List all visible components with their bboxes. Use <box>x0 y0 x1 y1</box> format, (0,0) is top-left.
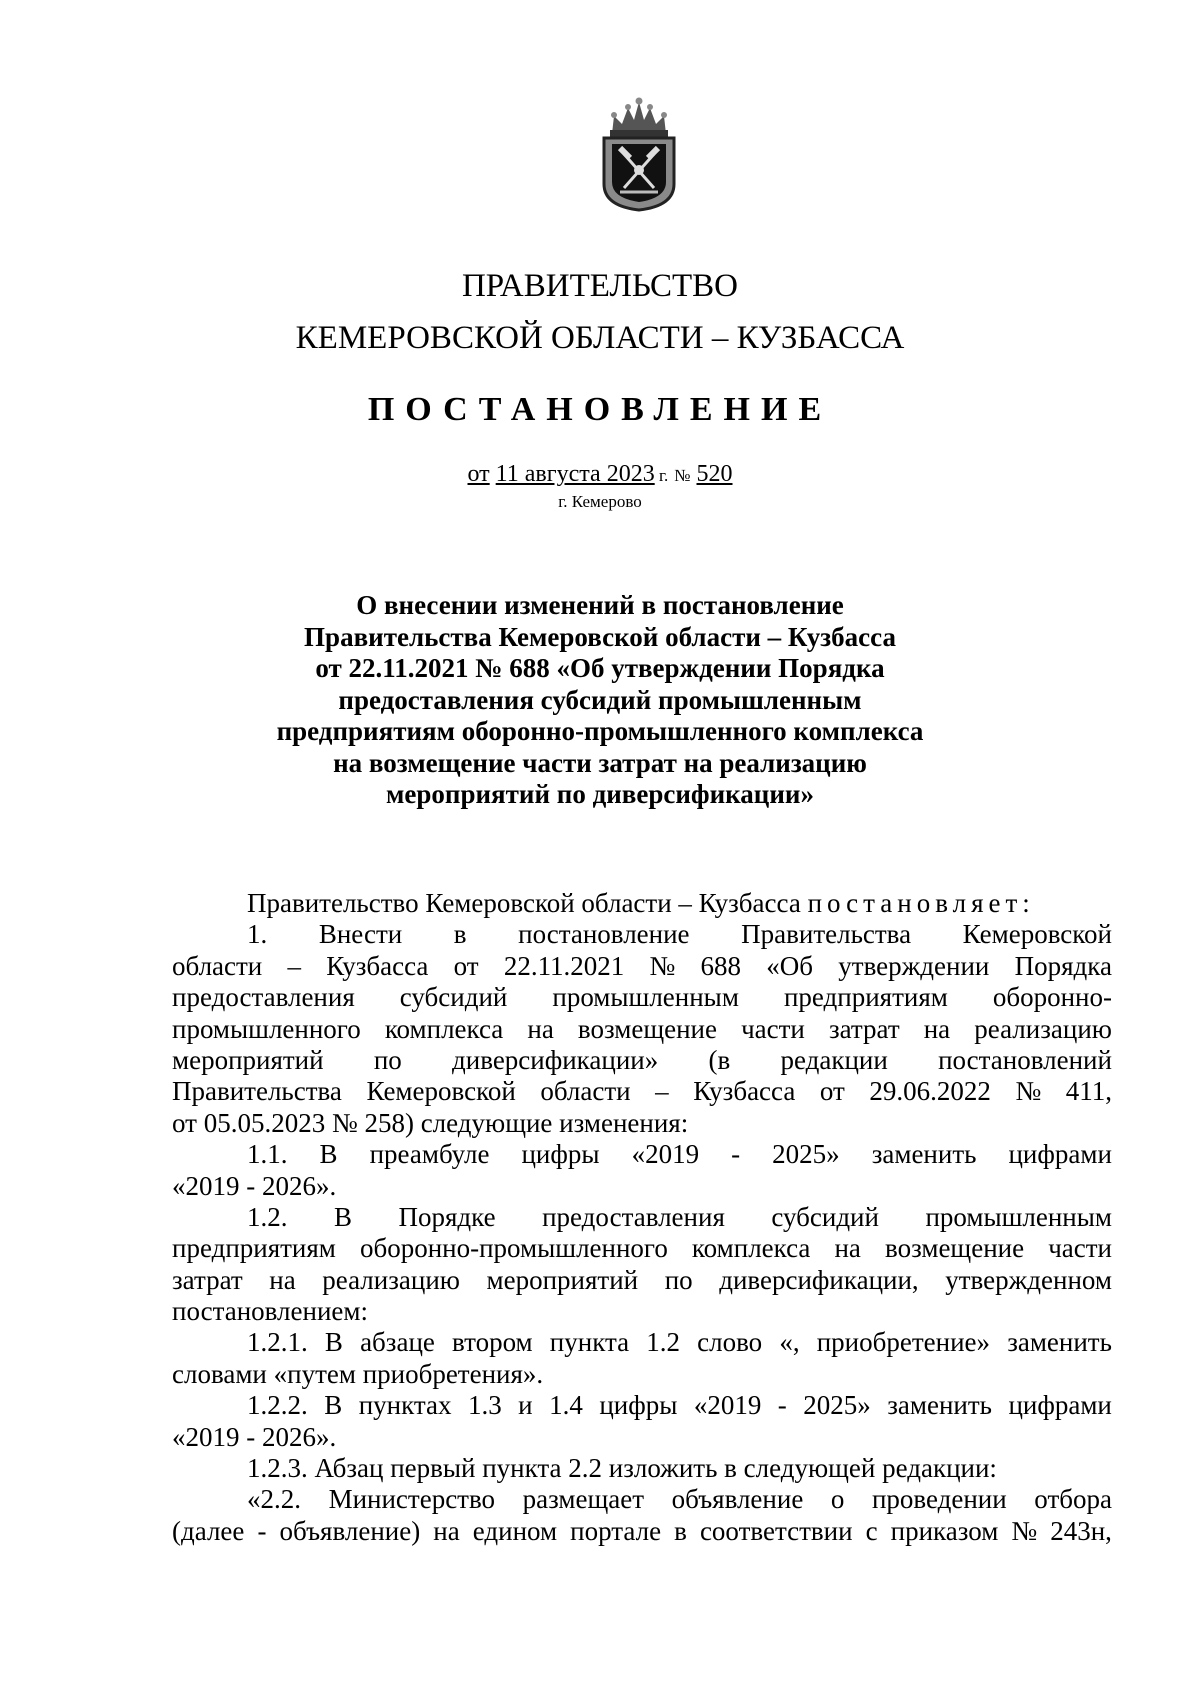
word: соответствии <box>699 1515 853 1546</box>
word: постановление <box>518 919 690 950</box>
word: «Об <box>766 950 814 981</box>
word: Кемеровской <box>962 919 1112 950</box>
word: приобретение» <box>816 1327 991 1358</box>
word: возмещение <box>885 1233 1025 1264</box>
word: (далее <box>172 1515 245 1546</box>
word: 1.2.2. <box>247 1390 308 1421</box>
paragraph-line <box>172 1390 1112 1421</box>
word: заменить <box>871 1139 977 1170</box>
word: возмещение <box>577 1013 717 1044</box>
word: В <box>334 1201 353 1232</box>
word: в <box>674 1515 687 1546</box>
government-name-line1: ПРАВИТЕЛЬСТВО <box>461 268 739 304</box>
word: области <box>172 950 263 981</box>
word: приказом <box>890 1515 999 1546</box>
title-line: Правительства Кемеровской области – Кузбасса <box>304 621 896 652</box>
paragraph-line <box>172 951 1112 982</box>
word: 1. <box>247 919 268 950</box>
word: цифрами <box>1008 1390 1112 1421</box>
paragraph-line <box>172 1265 1112 1296</box>
title-line: на возмещение части затрат на реализацию <box>333 747 867 778</box>
word: затрат <box>828 1013 900 1044</box>
word: втором <box>452 1327 533 1358</box>
word: размещает <box>522 1484 645 1515</box>
word: оборонно- <box>992 982 1112 1013</box>
number-sign: № <box>674 466 691 485</box>
document-date: 11 августа 2023 <box>495 461 655 487</box>
title-line: предоставления субсидий промышленным <box>338 684 862 715</box>
document-body <box>172 888 1112 1547</box>
word: части <box>741 1013 805 1044</box>
word: «2019 <box>631 1139 700 1170</box>
paragraph-line <box>172 1076 1112 1107</box>
paragraph-line <box>172 1327 1112 1358</box>
word: цифры <box>521 1139 600 1170</box>
title-line: предприятиям оборонно-промышленного комплекса <box>276 716 924 746</box>
word: - <box>731 1139 741 1170</box>
word: 1.2. <box>247 1201 288 1232</box>
paragraph-line <box>172 1233 1112 1264</box>
paragraph-line: словами «путем приобретения». <box>172 1358 544 1389</box>
word: утвержденном <box>945 1264 1112 1295</box>
word: о <box>830 1484 845 1515</box>
word: реализацию <box>322 1264 460 1295</box>
word: Внести <box>318 919 403 950</box>
coat-of-arms-emblem <box>590 96 688 212</box>
paragraph-line: «2019 - 2026». <box>172 1421 337 1452</box>
word: на <box>269 1264 296 1295</box>
paragraph-line <box>172 982 1112 1013</box>
word: Правительства <box>741 919 912 950</box>
word: предоставления <box>172 982 355 1013</box>
word: едином <box>472 1515 558 1546</box>
word: портале <box>570 1515 662 1546</box>
preamble-line: Правительство Кемеровской области – Кузбасса постановляет: <box>247 888 1035 918</box>
word: отбора <box>1034 1484 1112 1515</box>
date-prefix: от <box>467 461 490 487</box>
word: от <box>453 950 479 981</box>
word: цифрами <box>1008 1139 1112 1170</box>
document-date-number <box>0 462 1200 486</box>
word: пунктах <box>358 1390 452 1421</box>
title-line: мероприятий по диверсификации» <box>386 779 814 809</box>
word: В <box>324 1390 343 1421</box>
word: Кузбасса <box>326 950 429 981</box>
word: 243н, <box>1050 1515 1112 1546</box>
word: заменить <box>1007 1327 1112 1358</box>
word: № <box>1011 1515 1038 1546</box>
word: утверждении <box>838 950 990 981</box>
word: и <box>518 1390 533 1421</box>
word: Министерство <box>328 1484 496 1515</box>
word: части <box>1048 1233 1112 1264</box>
word: оборонно-промышленного <box>359 1233 668 1264</box>
word: в <box>453 919 467 950</box>
paragraph-line: «2019 - 2026». <box>172 1170 337 1201</box>
word: от <box>819 1076 845 1107</box>
paragraph-line <box>172 1484 1112 1515</box>
word: постановлений <box>938 1044 1112 1075</box>
paragraph-line: от 05.05.2023 № 258) следующие изменения: <box>172 1107 689 1138</box>
word: комплекса <box>691 1233 811 1264</box>
year-suffix: г. <box>658 466 669 485</box>
word: редакции <box>780 1044 888 1075</box>
word: на <box>834 1233 861 1264</box>
document-number: 520 <box>696 461 733 487</box>
word: мероприятий <box>486 1264 639 1295</box>
word: преамбуле <box>369 1139 490 1170</box>
word: пункта <box>549 1327 630 1358</box>
paragraph-line: постановлением: <box>172 1296 368 1327</box>
word: – <box>287 950 301 981</box>
word: предприятиям <box>172 1233 336 1264</box>
word: «2.2. <box>247 1484 301 1515</box>
word: 2025» <box>772 1139 840 1170</box>
word: затрат <box>172 1264 243 1295</box>
word: № <box>649 950 676 981</box>
title-line: О внесении изменений в постановление <box>356 590 844 620</box>
paragraph-line <box>172 1202 1112 1233</box>
word: по <box>664 1264 693 1295</box>
word: 2025» <box>803 1390 871 1421</box>
word: 29.06.2022 <box>869 1076 991 1107</box>
word: диверсификации, <box>719 1264 919 1295</box>
word: проведении <box>871 1484 1007 1515</box>
word: Кемеровской <box>366 1076 516 1107</box>
word: № <box>1015 1076 1042 1107</box>
word: 1.4 <box>549 1390 583 1421</box>
word: промышленным <box>552 982 739 1013</box>
word: (в <box>708 1044 731 1075</box>
word: мероприятий <box>172 1044 324 1075</box>
word: объявление <box>671 1484 804 1515</box>
paragraph-line <box>172 1516 1112 1547</box>
word: В <box>319 1139 338 1170</box>
word: предприятиям <box>783 982 948 1013</box>
word: слово <box>697 1327 763 1358</box>
word: «2019 <box>693 1390 762 1421</box>
word: 1.1. <box>247 1139 288 1170</box>
word: промышленного <box>172 1013 361 1044</box>
word: 411, <box>1065 1076 1112 1107</box>
word: комплекса <box>384 1013 504 1044</box>
word: промышленным <box>925 1201 1112 1232</box>
word: на <box>527 1013 554 1044</box>
word: абзаце <box>360 1327 435 1358</box>
word: цифры <box>599 1390 678 1421</box>
word: субсидий <box>399 982 508 1013</box>
word: Порядке <box>398 1201 496 1232</box>
word: 1.3 <box>467 1390 502 1421</box>
city-name: г. Кемерово <box>558 492 642 511</box>
word: объявление) <box>279 1515 421 1546</box>
word: субсидий <box>771 1201 879 1232</box>
document-title <box>170 590 1030 811</box>
word: с <box>865 1515 878 1546</box>
word: на <box>433 1515 460 1546</box>
word: - <box>777 1390 787 1421</box>
word: по <box>373 1044 402 1075</box>
word: 1.2 <box>646 1327 680 1358</box>
word: Правительства <box>172 1076 342 1107</box>
word: Кузбасса <box>693 1076 796 1107</box>
word: диверсификации» <box>452 1044 659 1075</box>
word: области <box>540 1076 631 1107</box>
word: на <box>923 1013 951 1044</box>
paragraph-line <box>172 1014 1112 1045</box>
word: 1.2.1. <box>247 1327 308 1358</box>
word: реализацию <box>974 1013 1112 1044</box>
paragraph-line <box>172 1139 1112 1170</box>
word: предоставления <box>542 1201 725 1232</box>
title-line: от 22.11.2021 № 688 «Об утверждении Порядка <box>315 653 885 683</box>
word: Порядка <box>1014 950 1112 981</box>
document-type-heading: ПОСТАНОВЛЕНИЕ <box>367 391 833 428</box>
word: «, <box>779 1327 800 1358</box>
word: заменить <box>887 1390 992 1421</box>
government-name-line2: КЕМЕРОВСКОЙ ОБЛАСТИ – КУЗБАССА <box>295 320 905 356</box>
paragraph-line <box>172 919 1112 950</box>
word: – <box>655 1076 669 1107</box>
paragraph-line: 1.2.3. Абзац первый пункта 2.2 изложить в следующей редакции: <box>247 1453 997 1484</box>
word: 688 <box>700 950 742 981</box>
paragraph-line <box>172 1045 1112 1076</box>
word: - <box>257 1515 267 1546</box>
word: В <box>324 1327 343 1358</box>
word: 22.11.2021 <box>503 950 625 981</box>
